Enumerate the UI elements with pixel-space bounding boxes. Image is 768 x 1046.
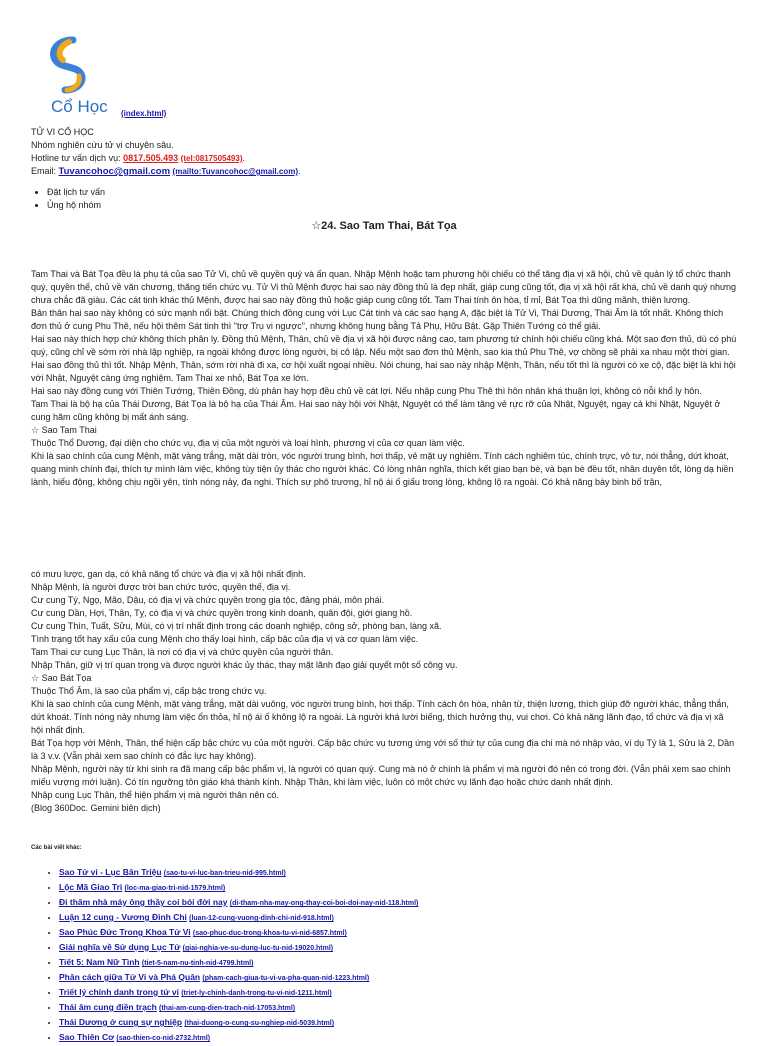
list-item [59, 986, 759, 1000]
list-item [59, 1001, 759, 1015]
menu-item-booking[interactable]: • Đặt lịch tư vấn [47, 186, 751, 199]
paragraph: Bản thân hai sao này không có sức mạnh nổi bật. Chúng thích đồng cung với Lục Cát tinh và các sao hạng A, đặc biệt là Tử Vi, Thái Dương, Thái Âm là tốt nhất. Không thích đơn thủ ở cung Phu Thê, nếu hội thêm Sát tinh thì "trợ Trụ vi ngược", nhưng không hung bằng Tả Phụ, Hữu Bật. Gặp Thiên Tướng có thể giải. [31, 308, 724, 331]
site-name: TỬ VI CỔ HỌC [31, 127, 94, 137]
related-link-url[interactable]: (loc-ma-giao-tri-nid-1579.html) [124, 885, 226, 892]
hotline-line: Hotline tư vấn dịch vụ: 0817.505.493 (tel:0817505493). [31, 153, 246, 163]
logo-swirl-icon [43, 36, 93, 94]
list-item [59, 881, 759, 895]
related-articles-list [31, 866, 759, 1046]
paragraph: Nhập Mệnh, là người được trời ban chức tước, quyền thế, địa vị. [31, 582, 291, 592]
paragraph: Nhập Thân, giữ vị trí quan trọng và được người khác ủy thác, thay mặt lãnh đạo giải quyết một số công vụ. [31, 660, 458, 670]
list-item [59, 1031, 759, 1045]
hotline-tel-link[interactable]: (tel:0817505493) [180, 154, 243, 163]
related-link-title[interactable]: Lộc Mã Giao Trì [59, 882, 123, 892]
related-link-url[interactable]: (sao-tu-vi-luc-ban-trieu-nid-995.html) [163, 870, 286, 877]
logo-text: Cổ Học [51, 97, 108, 116]
hotline-label: Hotline tư vấn dịch vụ: [31, 153, 121, 163]
related-link-title[interactable]: Sao Phúc Đức Trong Khoa Tử Vi [59, 927, 191, 937]
list-item [59, 971, 759, 985]
paragraph: Thuộc Thổ Âm, là sao của phẩm vị, cấp bậc trong chức vụ. [31, 686, 267, 696]
paragraph: Thuộc Thổ Dương, đại diện cho chức vụ, địa vị của một người và loại hình, phương vị của cơ quan làm việc. [31, 438, 465, 448]
email-mailto-link[interactable]: (mailto:Tuvancohoc@gmail.com) [172, 167, 298, 176]
related-link-url[interactable]: (tiet-5-nam-nu-tinh-nid-4799.html) [141, 960, 254, 967]
hotline-number-link[interactable]: 0817.505.493 [123, 153, 179, 163]
related-link-title[interactable]: Thái âm cung điền trạch [59, 1002, 157, 1012]
paragraph: Nhập Mệnh, người này từ khi sinh ra đã mang cấp bậc phẩm vị, là người có quan quý. Cung mà nó ở chính là phẩm vị mà người đó nên có trong đời. (Vẫn phải xem sao chính miếu vượng mới luận). Có tín ngưỡng tôn giáo khá thành kính. Nhập Thân, khi làm việc, luôn có một chức vụ lãnh đạo hoặc chức danh nhất định. [31, 764, 731, 787]
section-heading-tam-thai: ☆ Sao Tam Thai [31, 425, 97, 435]
paragraph: Khi là sao chính của cung Mệnh, mặt vàng trắng, mặt dài vuông, vóc người trung bình, hơi thấp. Tính cách ôn hòa, nhân từ, thiện lương, thích giúp đỡ người khác, thẳng thắn, dứt khoát. Tính nóng nảy nhưng làm việc ổn thỏa, hỉ nộ ái ố không lộ ra ngoài. Là người khá lười biếng, thích hưởng thụ, vui chơi. Có khả năng lãnh đạo, tổ chức và địa vị xã hội nhất định. [31, 699, 729, 735]
related-link-title[interactable]: Phân cách giữa Tử Vi và Phá Quân [59, 972, 201, 982]
related-link-url[interactable]: (luan-12-cung-vuong-dinh-chi-nid-918.html) [189, 915, 334, 922]
related-link-url[interactable]: (pham-cach-giua-tu-vi-va-pha-quan-nid-1223.html) [202, 975, 370, 982]
related-link-title[interactable]: Giải nghĩa về Sử dụng Lục Tứ [59, 942, 181, 952]
paragraph: Bát Tọa hợp với Mệnh, Thân, thể hiện cấp bậc chức vụ của một người. Cấp bậc chức vụ tương ứng với số thứ tự của cung địa chi mà nó nhập vào, ví dụ Tý là 1, Sửu là 2, Dần là 3 v.v. (Vẫn phải xem sao chính có đắc lực hay không). [31, 738, 735, 761]
related-link-url[interactable]: (thai-duong-o-cung-su-nghiep-nid-5039.html) [184, 1020, 335, 1027]
related-link-title[interactable]: Sao Thiên Cơ [59, 1032, 115, 1042]
related-link-title[interactable]: Đi thăm nhà máy ông thầy coi bói đời nay [59, 897, 228, 907]
related-heading: Các bài viết khác: [31, 845, 82, 851]
list-item [59, 896, 759, 910]
list-item [59, 956, 759, 970]
related-link-title[interactable]: Sao Tử vi - Lục Bân Triệu [59, 867, 162, 877]
paragraph: Tam Thai là bộ hạ của Thái Dương, Bát Tọa là bộ hạ của Thái Âm. Hai sao này hội với Nhật, Nguyệt có thể làm tăng vẻ rực rỡ của Nhật, Nguyệt, ngay cả khi Nhật, Nguyệt ở cung hãm cũng không bị mất ánh sáng. [31, 399, 721, 422]
article-title: ☆24. Sao Tam Thai, Bát Tọa [311, 220, 457, 232]
list-item [59, 911, 759, 925]
article-body-part-2 [31, 568, 737, 815]
list-item [59, 941, 759, 955]
paragraph: Hai sao này đồng cung với Thiên Tướng, Thiên Đồng, dù phản hay hợp đều chủ về cát lợi. Nếu nhập cung Phu Thê thì hôn nhân khá thuận lợi, không có nỗi khổ ly hôn. [31, 386, 702, 396]
paragraph: Tình trạng tốt hay xấu của cung Mệnh cho thấy loại hình, cấp bậc của địa vị và cơ quan làm việc. [31, 634, 419, 644]
paragraph: Cư cung Thìn, Tuất, Sửu, Mùi, có vị trí nhất định trong các doanh nghiệp, công sở, phòng ban, làng xã. [31, 621, 442, 631]
paragraph: Cư cung Tý, Ngọ, Mão, Dậu, có địa vị và chức quyền trong gia tộc, đảng phái, môn phái. [31, 595, 385, 605]
paragraph: có mưu lược, gan dạ, có khả năng tổ chức và địa vị xã hội nhất định. [31, 569, 306, 579]
related-link-title[interactable]: Luận 12 cung - Vương Đình Chi [59, 912, 187, 922]
related-link-url[interactable]: (giai-nghia-ve-su-dung-luc-tu-nid-19020.html) [182, 945, 334, 952]
article-body-part-1 [31, 268, 737, 489]
related-link-title[interactable]: Triết lý chính danh trong tử vi [59, 987, 179, 997]
site-tagline: Nhóm nghiên cứu tử vi chuyên sâu. [31, 140, 174, 150]
site-header [31, 36, 751, 212]
menu-item-support[interactable]: • Ủng hộ nhóm [47, 199, 751, 212]
paragraph: Khi là sao chính của cung Mệnh, mặt vàng trắng, mặt dài tròn, vóc người trung bình, hơi thấp, vẻ mặt uy nghiêm. Tính cách nghiêm túc, chính trực, vô tư, nói thẳng, dứt khoát, quang minh chính đại, thích tự mình làm việc, không tùy tiện ủy thác cho người khác. Có lòng nhân nghĩa, thích kết giao bạn bè, và bạn bè đều tốt, nhân duyên tốt, lòng dạ hiền lành, hiếu động, không chịu ngồi yên, tính nóng nảy, đa nghi. Thích sự phô trương, hỉ nộ ái ố giấu trong lòng, không lộ ra ngoài. Có khả năng bày binh bố trận, [31, 451, 734, 487]
related-link-title[interactable]: Tiết 5: Nam Nữ Tình [59, 957, 140, 967]
list-item [59, 926, 759, 940]
paragraph: Nhập cung Lục Thân, thể hiện phẩm vị mà người thân nên có. [31, 790, 279, 800]
related-link-url[interactable]: (sao-thien-co-nid-2732.html) [116, 1035, 211, 1042]
list-item [59, 866, 759, 880]
related-link-title[interactable]: Thái Dương ở cung sự nghiệp [59, 1017, 183, 1027]
section-heading-bat-toa: ☆ Sao Bát Tọa [31, 673, 92, 683]
paragraph: Hai sao này thích hợp chứ không thích phân ly. Đồng thủ Mệnh, Thân, chủ về địa vị xã hội được nâng cao, tam phương tứ chính hội chiếu cũng khá. Một sao đơn thủ, dù có phú quý, cũng chỉ về sớm rời nhà lập nghiệp, ra ngoài không được lòng người, bị cô lập. Nếu một sao đơn thủ Mệnh, sao kia thủ Phu Thê, vợ chồng sẽ phải xa nhau một thời gian. Hai sao đồng thủ thì tốt. Nhập Mệnh, Thân, sớm rời nhà đi xa, cơ hội xuất ngoại nhiều. Nói chung, hai sao này nhập Mệnh, Thân, nếu tốt thì là người có xe cộ, đặc biệt là khi hội với Nhật, Nguyệt càng ứng nghiệm. Tam Thai xe nhỏ, Bát Tọa xe lớn. [31, 334, 737, 383]
paragraph: Tam Thai và Bát Tọa đều là phụ tá của sao Tử Vi, chủ về quyền quý và ấn quan. Nhập Mệnh hoặc tam phương hội chiếu có thể tăng địa vị xã hội, chủ về quản lý tổ chức thanh quý, quyền thế, chủ về văn chương, thăng tiến chức vụ. Tử Vi thủ Mệnh được hai sao này đồng thủ là đẹp nhất, giáp cung cũng tốt, địa vị xã hội rất khá, chủ về danh quý nhưng chưa chắc đã giàu. Các cát tinh khác thủ Mệnh, được hai sao này đồng thủ hoặc giáp cung cũng tốt. Tam Thai tính ôn hòa, tỉ mỉ, Bát Tọa thì dũng mãnh, thiện lương. [31, 269, 737, 305]
related-link-url[interactable]: (triet-ly-chinh-danh-trong-tu-vi-nid-1211.html) [181, 990, 332, 997]
site-logo[interactable] [31, 36, 121, 120]
related-link-url[interactable]: (thai-am-cung-dien-trach-nid-17053.html) [159, 1005, 296, 1012]
related-link-url[interactable]: (sao-phuc-duc-trong-khoa-tu-vi-nid-6857.html) [192, 930, 347, 937]
email-label: Email: [31, 166, 57, 176]
nav-menu [31, 186, 751, 212]
source-credit: (Blog 360Doc. Gemini biên dịch) [31, 803, 161, 813]
related-link-url[interactable]: (di-tham-nha-may-ong-thay-coi-boi-doi-nay-nid-118.html) [229, 900, 419, 907]
email-link[interactable]: Tuvancohoc@gmail.com [58, 166, 171, 177]
email-line: Email: Tuvancohoc@gmail.com (mailto:Tuvancohoc@gmail.com). [31, 166, 301, 177]
paragraph: Cư cung Dần, Hợi, Thân, Tỵ, có địa vị và chức quyền trong kinh doanh, quân đội, giới giang hồ. [31, 608, 413, 618]
paragraph: Tam Thai cư cung Lục Thân, là nơi có địa vị và chức quyền của người thân. [31, 647, 334, 657]
list-item [59, 1016, 759, 1030]
index-link[interactable]: (index.html) [121, 109, 167, 118]
